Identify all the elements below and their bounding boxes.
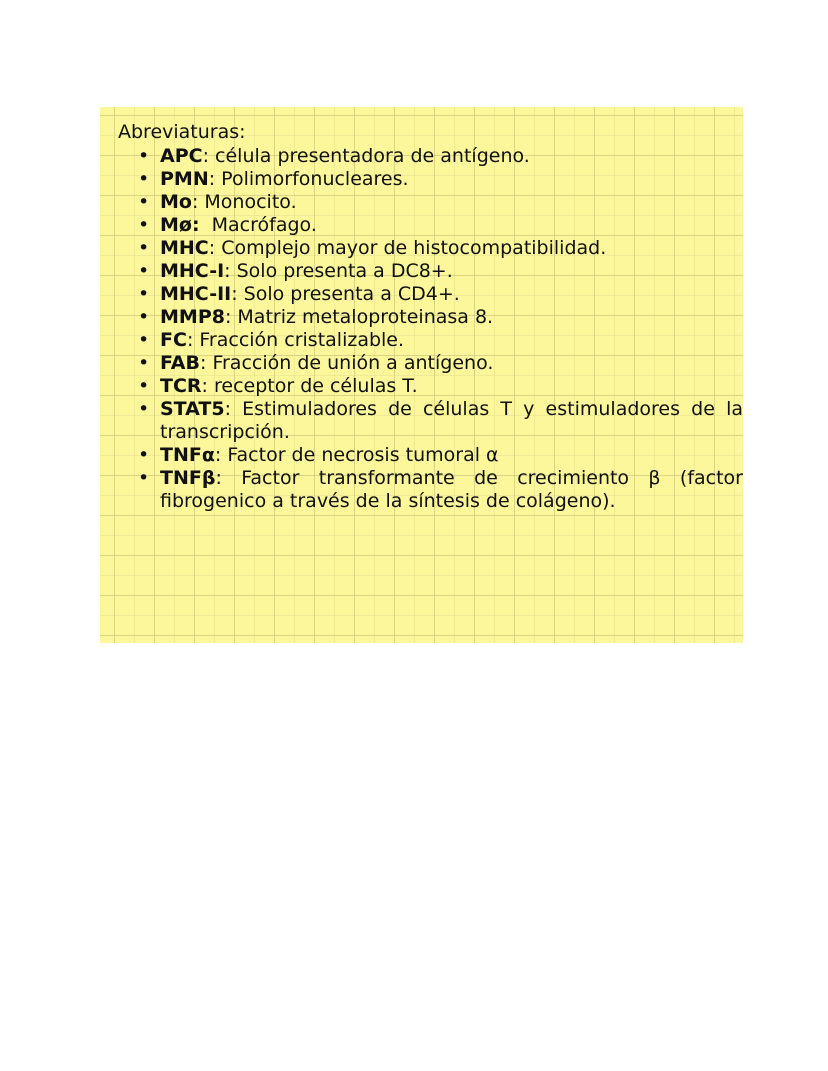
bullet-icon: • (138, 260, 150, 282)
bullet-icon: • (138, 467, 150, 489)
separator: : (200, 352, 207, 374)
definition: Matriz metaloproteinasa 8. (231, 306, 494, 328)
abbreviation: TNFα (160, 444, 215, 466)
definition: Factor de necrosis tumoral α (221, 444, 499, 466)
definition: Fracción de unión a antígeno. (206, 352, 494, 374)
separator: : (224, 260, 231, 282)
separator: : (202, 145, 209, 167)
list-item (100, 191, 743, 214)
list-item (100, 237, 743, 260)
definition: Solo presenta a CD4+. (237, 283, 460, 305)
definition: célula presentadora de antígeno. (208, 145, 530, 167)
separator: : (191, 191, 199, 213)
abbreviation: TNFβ (160, 467, 216, 489)
definition: Solo presenta a DC8+. (230, 260, 453, 282)
abbreviation: TCR (160, 375, 202, 397)
abbreviation: MHC-I (160, 260, 225, 282)
abbreviation: FC (160, 329, 187, 351)
list-item (100, 467, 743, 513)
list-item (100, 444, 743, 467)
abbreviation: MMP8 (160, 306, 225, 328)
list-item (100, 214, 743, 237)
abbreviation: Mø: (160, 214, 200, 236)
list-item (100, 306, 743, 329)
bullet-icon: • (138, 329, 150, 351)
bullet-icon: • (138, 191, 150, 213)
separator: : (231, 283, 238, 305)
abbreviation: Mo (160, 191, 192, 213)
separator: : (208, 168, 216, 190)
abbreviation-list (100, 145, 743, 513)
bullet-icon: • (138, 306, 150, 328)
abbreviation: MHC-II (160, 283, 232, 305)
list-item (100, 398, 743, 444)
definition: Macrófago. (199, 214, 317, 236)
abbreviation: MHC (160, 237, 209, 259)
abbreviation: PMN (160, 168, 209, 190)
bullet-icon: • (138, 352, 150, 374)
list-item (100, 168, 743, 191)
list-item (100, 352, 743, 375)
bullet-icon: • (138, 283, 150, 305)
separator: : (224, 306, 232, 328)
definition: Factor transformante de crecimiento β (factor fibrogenico a través de la síntesis de colágeno). (160, 467, 743, 512)
separator: : (214, 444, 222, 466)
panel-title: Abreviaturas: (118, 121, 246, 143)
bullet-icon: • (138, 168, 150, 190)
definition: Complejo mayor de histocompatibilidad. (215, 237, 607, 259)
list-item (100, 375, 743, 398)
bullet-icon: • (138, 214, 150, 236)
separator: : (215, 467, 222, 489)
bullet-icon: • (138, 375, 150, 397)
definition: Polimorfonucleares. (215, 168, 409, 190)
abbreviation: FAB (160, 352, 200, 374)
definition: receptor de células T. (207, 375, 418, 397)
separator: : (201, 375, 208, 397)
list-item (100, 145, 743, 168)
definition: Fracción cristalizable. (193, 329, 405, 351)
list-item (100, 283, 743, 306)
abbreviation: APC (160, 145, 203, 167)
separator: : (186, 329, 194, 351)
bullet-icon: • (138, 398, 150, 420)
bullet-icon: • (138, 145, 150, 167)
definition: Monocito. (198, 191, 297, 213)
abbreviations-panel (100, 107, 743, 643)
separator: : (224, 398, 231, 420)
list-item (100, 260, 743, 283)
list-item (100, 329, 743, 352)
bullet-icon: • (138, 237, 150, 259)
definition: Estimuladores de células T y estimuladores de la transcripción. (160, 398, 743, 443)
abbreviation: STAT5 (160, 398, 225, 420)
separator: : (208, 237, 216, 259)
bullet-icon: • (138, 444, 150, 466)
